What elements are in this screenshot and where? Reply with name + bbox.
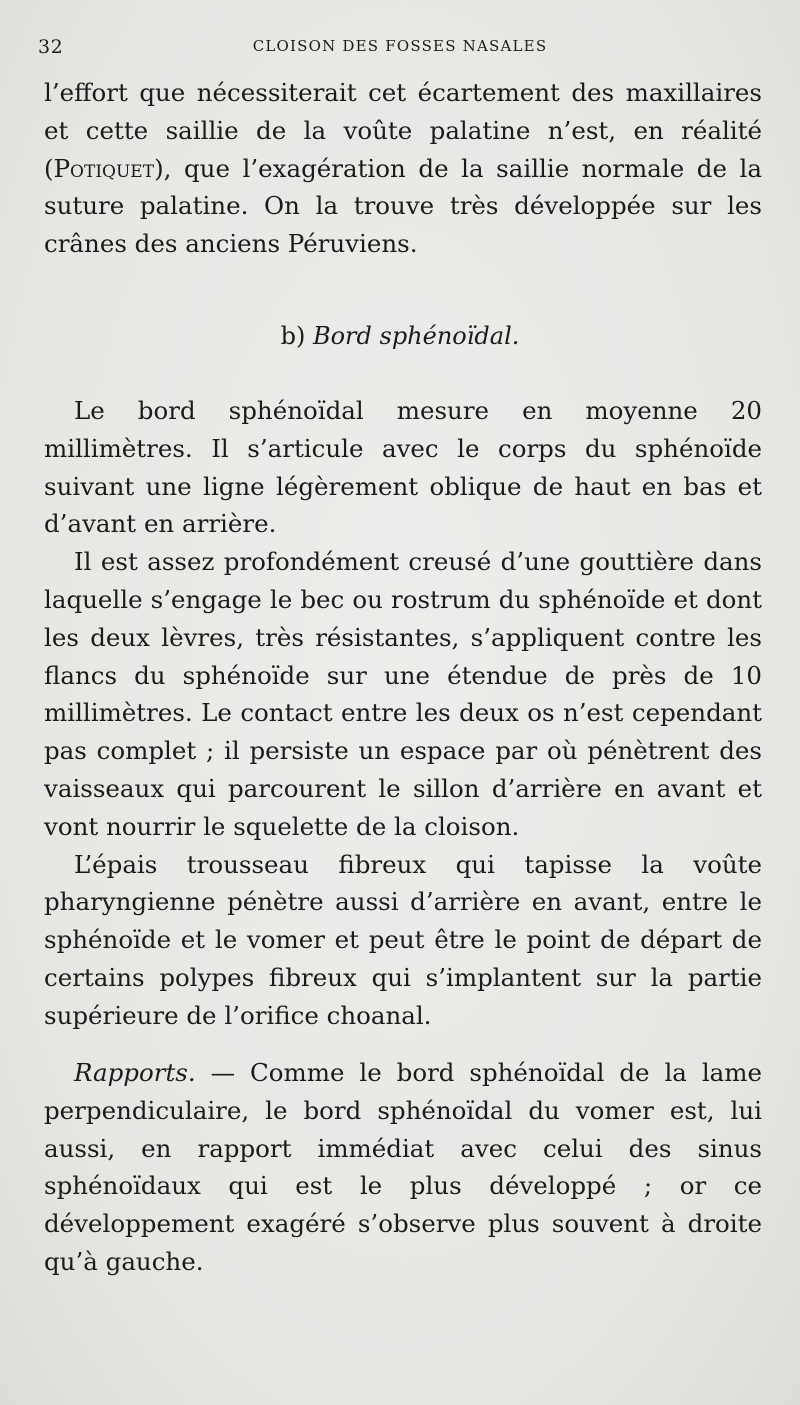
opening-text-before: l’effort que nécessiterait cet écartement des maxillaires et cette saillie de la voûte palatine n’est, en réalité (	[44, 78, 762, 183]
page-header	[38, 36, 762, 62]
rapports-block	[44, 1054, 762, 1281]
section-title: Bord sphénoïdal.	[312, 322, 520, 350]
section-body	[44, 392, 762, 1035]
author-name: Potiquet	[53, 153, 155, 183]
page-number: 32	[38, 36, 64, 58]
rapports-label: Rapports.	[74, 1058, 196, 1087]
rapports-paragraph	[44, 1054, 762, 1281]
section-marker: b)	[280, 322, 306, 350]
paragraph-groove: Il est assez profondément creusé d’une gouttière dans laquelle s’engage le bec ou rostrum du sphénoïde et dont les deux lèvres, très résistantes, s’appliquent contre les flancs du sphénoïde sur une étendue de près de 10 millimètres. Le contact entre les deux os n’est cependant pas complet ; il persiste un espace par où pénètrent des vaisseaux qui parcourent le sillon d’arrière en avant et vont nourrir le squelette de la cloison.	[44, 547, 762, 841]
opening-paragraph	[44, 74, 762, 263]
opening-paragraph-block	[44, 74, 762, 263]
section-heading	[0, 322, 800, 350]
opening-text-after: ), que l’exagération de la saillie normale de la suture palatine. On la trouve très développée sur les crânes des anciens Péruviens.	[44, 153, 762, 259]
rapports-text: — Comme le bord sphénoïdal de la lame perpendiculaire, le bord sphénoïdal du vomer est, lui aussi, en rapport immédiat avec celui des sinus sphénoïdaux qui est le plus développé ; or ce développement exagéré s’observe plus souvent à droite qu’à gauche.	[44, 1058, 762, 1276]
running-head: CLOISON DES FOSSES NASALES	[252, 37, 548, 55]
paragraph-fibrous: L’épais trousseau fibreux qui tapisse la voûte pharyngienne pénètre aussi d’arrière en avant, entre le sphénoïde et le vomer et peut être le point de départ de certains polypes fibreux qui s’implantent sur la partie supérieure de l’orifice choanal.	[44, 849, 762, 1030]
paragraph-measure: Le bord sphénoïdal mesure en moyenne 20 millimètres. Il s’articule avec le corps du sphénoïde suivant une ligne légèrement oblique de haut en bas et d’avant en arrière.	[44, 396, 762, 539]
